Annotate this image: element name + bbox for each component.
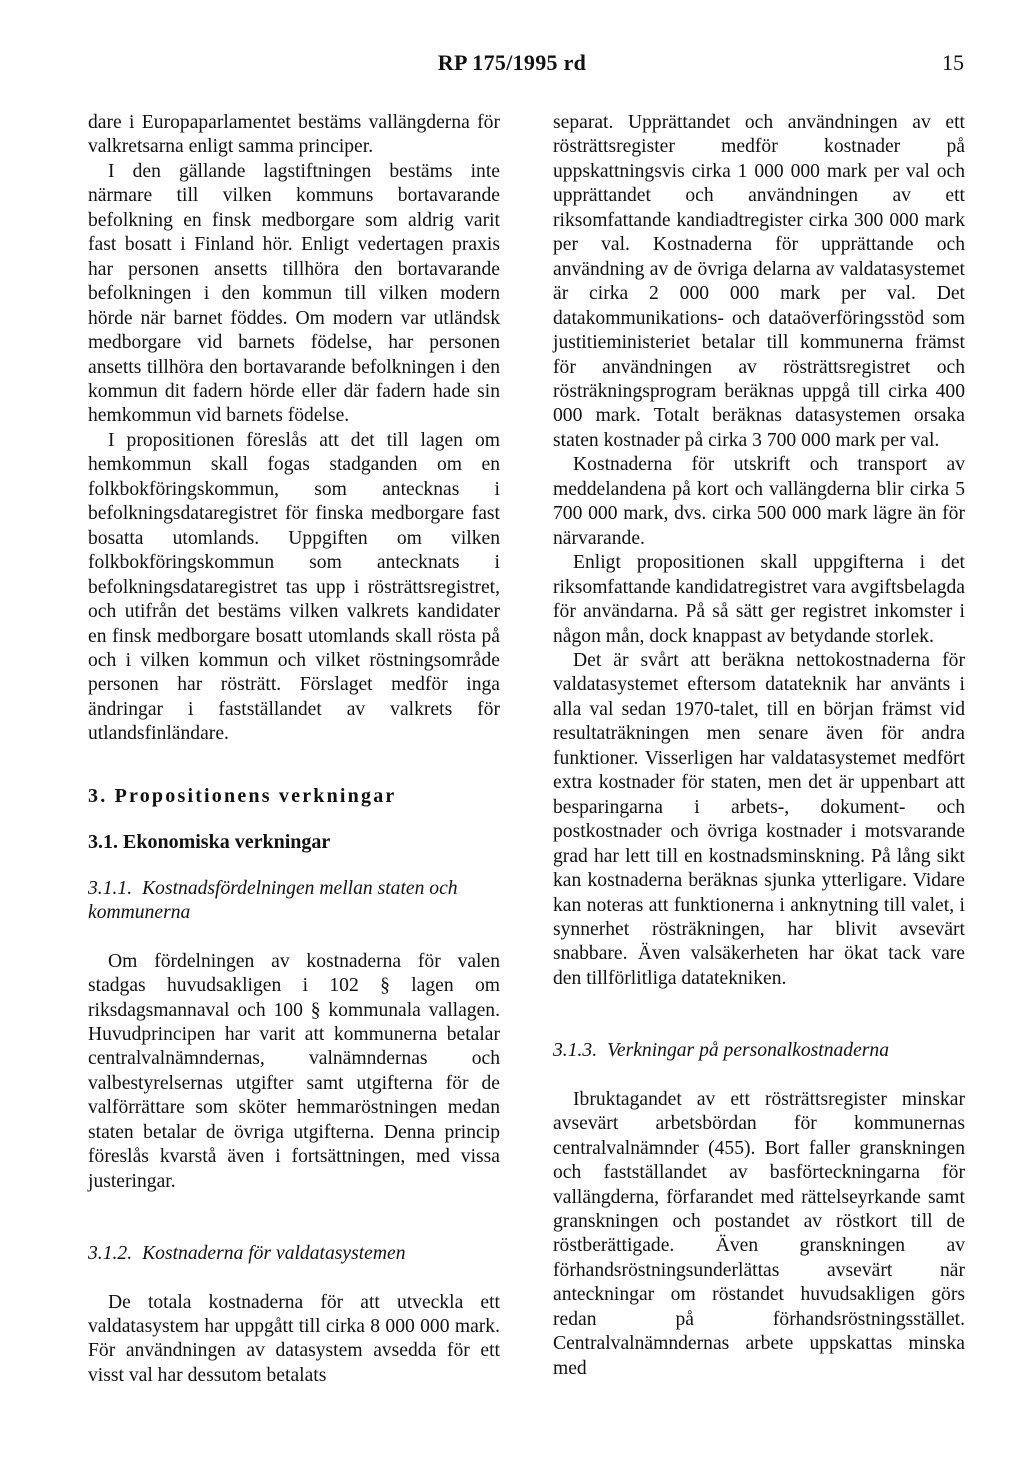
paragraph: Om fördelningen av kostnaderna för valen stadgas huvudsakligen i 102 § lagen om riksdagsmannaval och 100 § kommunala vallagen. Huvudprincipen har varit att kommunerna betalar centralvalnämndernas, valnämndernas och valbestyrelsernas utgifter samt utgifterna för de valförrättare som sköter hemmaröstningen medan staten betalar de övriga utgifterna. Denna princip föreslås kvarstå även i fortsättningen, med vissa justeringar. [88, 950, 500, 1192]
heading-text: Kostnaderna för valdatasystemen [142, 1243, 406, 1265]
paragraph: I den gällande lagstiftningen bestäms inte närmare till vilken kommuns bortavarande befolkning en finsk medborgare som aldrig varit fast bosatt i Finland hör. Enligt vedertagen praxis har personen ansetts tillhöra den bortavarande befolkningen i den kommun till vilken modern hörde när barnet föddes. Om modern var utländsk medborgare vid barnets födelse, har personen ansetts tillhöra den bortavarande befolkningen i den kommun dit fadern hörde eller där fadern hade sin hemkommun vid barnets födelse. [88, 160, 500, 427]
page-number: 15 [942, 50, 964, 75]
section-heading: 3. Propositionens verkningar [88, 784, 397, 807]
paragraph: I propositionen föreslås att det till lagen om hemkommun skall fogas stadganden om en folkbokföringskommun, som antecknas i befolkningsdataregistret för finska medborgare fast bosatta utomlands. Uppgiften om vilken folkbokföringskommun som antecknats i befolkningsdataregistret tas upp i rösträttsregistret, och utifrån det bestäms vilken valkrets kandidater en finsk medborgare bosatt utomlands skall rösta på och i vilken kommun och vilket röstningsområde personen har rösträtt. Förslaget medför inga ändringar i fastställandet av valkrets för utlandsfinländare. [88, 429, 500, 745]
heading-text: Verkningar på personalkostnaderna [607, 1040, 890, 1062]
subsubsection-heading [88, 877, 500, 926]
paragraph: Kostnaderna för utskrift och transport av meddelandena på kort och vallängderna blir cirka 5 700 000 mark, dvs. cirka 500 000 mark lägre än för närvarande. [553, 454, 965, 549]
heading-number: 3.1.1. [88, 877, 133, 899]
subsection-heading: 3.1. Ekonomiska verkningar [88, 831, 331, 854]
heading-text: Kostnadsfördelningen mellan staten och kommunerna [88, 877, 458, 924]
subsubsection-heading [553, 1039, 965, 1063]
right-column [553, 111, 965, 1381]
paragraph: Det är svårt att beräkna nettokostnaderna för valdatasystemet eftersom datateknik har använts i alla val sedan 1970-talet, till en början främst vid resultaträkningen men senare även för andra funktioner. Visserligen har valdatasystemet medfört extra kostnader för staten, men det är uppenbart att besparingarna i arbets-, dokument- och postkostnader och övriga kostnader i motsvarande grad har lett till en kostnadsminskning. På lång sikt kan kostnaderna beräknas sjunka ytterligare. Vidare kan noteras att funktionerna i anknytning till valet, i synnerhet rösträkningen, har blivit avsevärt snabbare. Även valsäkerheten har ökat tack vare den tillförlitliga datatekniken. [553, 649, 965, 989]
paragraph: Ibruktagandet av ett rösträttsregister minskar avsevärt arbetsbördan för kommunernas centralvalnämnder (455). Bort faller granskningen och fastställandet av basförteckningarna för vallängderna, förfarandet med rättelseyrkande samt granskningen och postandet av röstkort till de röstberättigade. Även granskningen av förhandsröstningsunderlättas avsevärt när anteckningar om röstandet huvudsakligen görs redan på förhandsröstningsstället. Centralvalnämndernas arbete uppskattas minska med [553, 1088, 965, 1379]
document-title: RP 175/1995 rd [437, 50, 587, 75]
heading-number: 3.1.3. [553, 1040, 598, 1062]
paragraph: Enligt propositionen skall uppgifterna i det riksomfattande kandidatregistret vara avgiftsbelagda för användarna. På så sätt ger registret inkomster i någon mån, dock knappast av betydande storlek. [553, 552, 965, 647]
paragraph: dare i Europaparlamentet bestäms vallängderna för valkretsarna enligt samma principer. [88, 112, 500, 158]
paragraph: De totala kostnaderna för att utveckla ett valdatasystem har uppgått till cirka 8 000 000 mark. För användningen av datasystem avsedda för ett visst val har dessutom betalats [88, 1291, 500, 1386]
heading-number: 3.1.2. [88, 1243, 133, 1265]
paragraph: separat. Upprättandet och användningen av ett rösträttsregister medför kostnader på uppskattningsvis cirka 1 000 000 mark per val och upprättandet och användningen av ett riksomfattande kandiadtregister cirka 300 000 mark per val. Kostnaderna för upprättande och användning av de övriga delarna av valdatasystemet är cirka 2 000 000 mark per val. Det datakommunikations- och dataöverföringsstöd som justitieministeriet betalar till kommunerna främst för användningen av rösträttsregistret och rösträkningsprogram beräknas uppgå till cirka 400 000 mark. Totalt beräknas datasystemen orsaka staten kostnader på cirka 3 700 000 mark per val. [553, 112, 965, 451]
subsubsection-heading [88, 1242, 500, 1266]
left-column [88, 111, 500, 1388]
